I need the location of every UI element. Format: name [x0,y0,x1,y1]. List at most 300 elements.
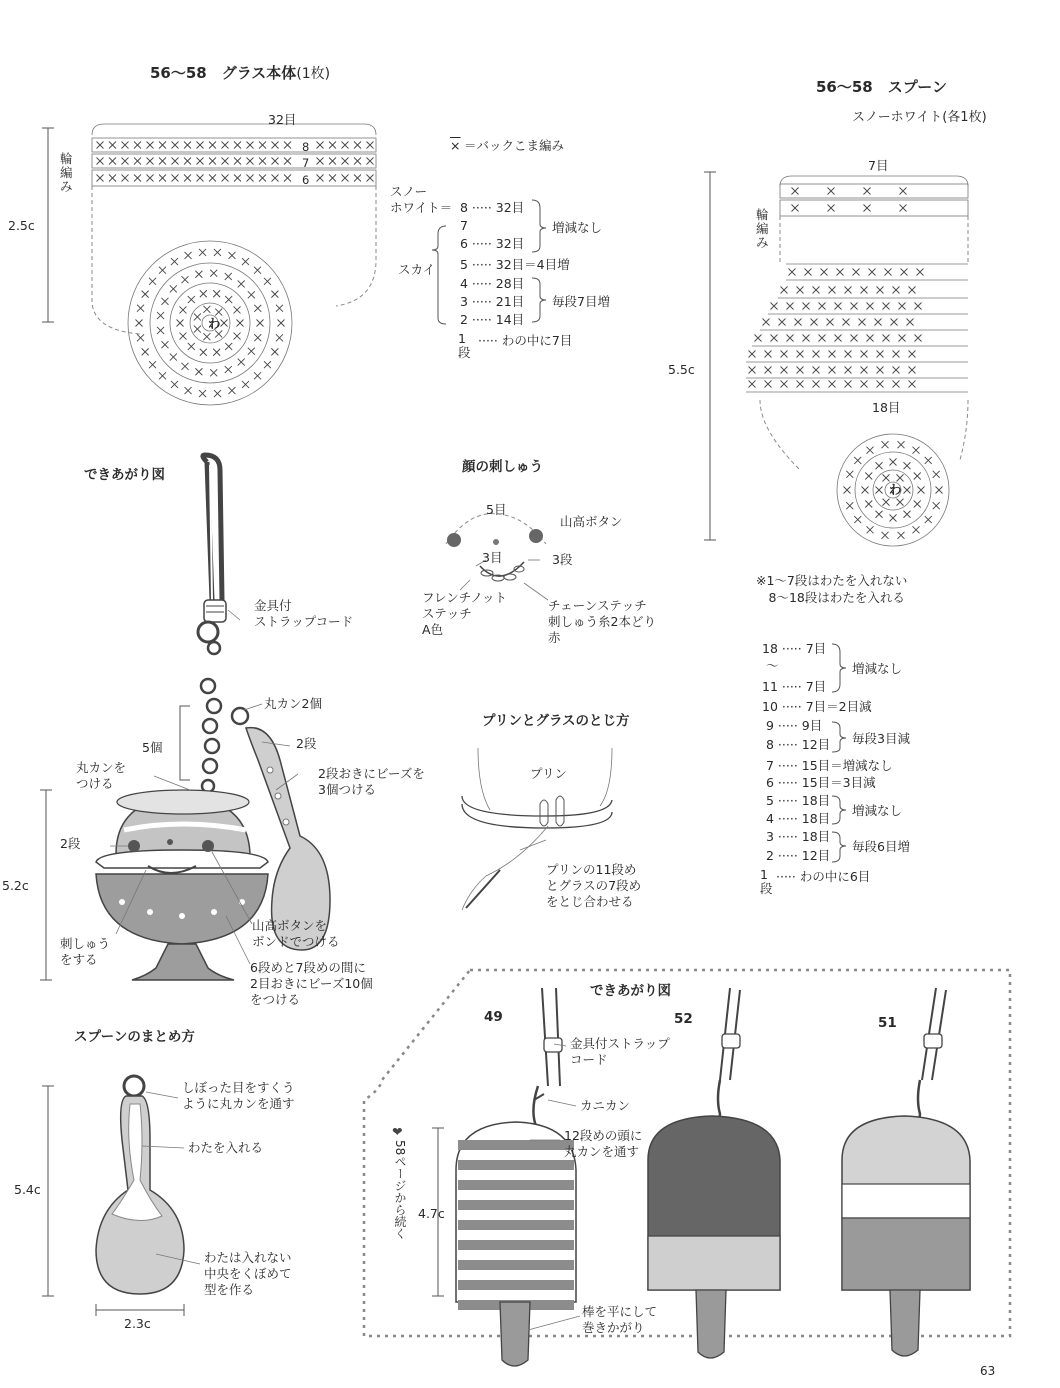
stitch-mark [214,249,221,256]
stitch-mark [271,348,278,355]
stitch-mark [234,333,241,340]
spoon-assembly-title: スプーンのまとめ方 [74,1029,195,1045]
spoon-table-row: 1 段 [760,867,773,896]
stitch-mark [188,296,195,303]
spoon-subtitle: スノーホワイト(各1枚) [852,110,987,125]
stitch-mark [329,175,336,182]
spoon-table-row: 6 ····· 15目＝3目減 [766,775,876,790]
stitch-mark [136,320,143,327]
stitch-mark [749,367,756,374]
stitch-mark [837,269,844,276]
stitch-mark [342,158,349,165]
beads-10-label: 6段めと7段めの間に 2目おきにビーズ10個 をつける [250,960,373,1007]
spoon-stuffing-note: ※1〜7段はわたを入れない 8〜18段はわたを入れる [756,573,908,605]
stitch-mark [803,335,810,342]
stitch-mark [846,471,853,478]
stitch-mark [137,334,144,341]
spoon-table-row: 18 ····· 7目 [762,641,827,656]
popsicle-illustrations [432,988,970,1366]
stitch-mark [853,269,860,276]
stitch-mark [883,335,890,342]
stitch-mark [317,175,324,182]
glass-row-label-7: 7 [302,156,310,170]
stitch-mark [907,319,914,326]
stitch-mark [159,158,166,165]
spoon-ring-label: しぼった目をすくう ように丸カンを通す [182,1080,295,1111]
stitch-mark [890,515,897,522]
stitch-mark [213,290,220,297]
finished-title: できあがり図 [84,467,165,483]
stitch-mark [792,188,799,195]
model-51-label: 51 [878,1015,897,1031]
stitch-mark [917,269,924,276]
stitch-mark [213,349,220,356]
stitch-mark [763,319,770,326]
embroider-label: 刺しゅう をする [60,936,111,967]
spoon-title: 56〜58 スプーン [816,78,947,96]
stitch-mark [851,303,858,310]
heart-icon: ❤ [392,1124,403,1139]
stitch-mark [749,381,756,388]
stitch-mark [195,368,202,375]
spoon-table-row: 9 ····· 9目 [766,718,823,733]
stitch-mark [248,348,255,355]
stitch-mark [254,334,261,341]
stitch-mark [845,381,852,388]
stitch-mark [797,367,804,374]
stitch-mark [891,319,898,326]
stitch-mark [787,335,794,342]
popsicle-title: できあがり図 [590,983,671,999]
stitch-mark [254,372,261,379]
glass-finished-height: 5.2c [2,878,29,893]
stitch-mark [342,175,349,182]
stitch-mark [242,258,249,265]
stitch-mark [354,175,361,182]
spoon-top-count: 7目 [868,158,889,173]
stitch-mark [771,303,778,310]
stitch-mark [199,390,206,397]
glass-table-row: 5 ····· 32目＝4目増 [460,257,570,272]
popsicle-strap-label: 金具付ストラップ コード [570,1036,670,1067]
face-embroidery-title: 顔の刺しゅう [462,459,543,475]
stitch-mark [147,158,154,165]
stitch-mark [883,499,890,506]
stitch-mark [914,501,921,508]
stitch-mark [109,158,116,165]
stripe [458,1140,574,1150]
stitch-mark [819,303,826,310]
stitch-mark [883,303,890,310]
row2-label: 2段 [296,736,317,751]
stitch-mark [909,287,916,294]
stitch-mark [867,526,874,533]
stitch-mark [854,516,861,523]
stitch-mark [225,343,232,350]
stitch-mark [781,287,788,294]
stitch-mark [264,361,271,368]
stitch-mark [342,142,349,149]
glass-height-label: 2.5c [8,218,35,233]
spoon-center-label: わ [889,482,902,497]
stitch-mark [234,142,241,149]
strap-cord-label: 金具付 ストラップコード [254,598,354,629]
stitch-mark [904,487,911,494]
stripe [458,1160,574,1170]
stitch-mark [828,205,835,212]
stitch-mark [805,269,812,276]
spoon-table-row: 11 ····· 7目 [762,679,827,694]
purin-label: プリン [530,766,568,781]
stitch-mark [109,175,116,182]
page-number: 63 [980,1364,996,1378]
stitch-mark [222,158,229,165]
glass-title: 56〜58 グラス本体(1枚) [150,64,331,82]
stitch-mark [901,269,908,276]
stitch-mark [844,487,851,494]
stitch-mark [149,361,156,368]
stitch-mark [835,335,842,342]
stitch-mark [835,303,842,310]
spoon-table-braces [832,644,846,862]
stitch-mark [228,387,235,394]
stitch-mark [904,511,911,518]
stitch-mark [821,269,828,276]
stitch-mark [914,473,921,480]
stitch-mark [147,142,154,149]
stitch-mark [885,269,892,276]
stitch-mark [195,271,202,278]
chain-stitch-label: チェーンステッチ 刺しゅう糸2本どり 赤 [548,598,656,645]
stitch-mark [367,142,374,149]
stitch-mark [272,175,279,182]
stitch-mark [813,287,820,294]
stitch-mark [765,367,772,374]
stitch-mark [811,319,818,326]
face-button-label: 山高ボタン [560,514,623,529]
stitch-mark [222,175,229,182]
stitch-mark [225,366,232,373]
stitch-mark [170,354,177,361]
stitch-mark [787,303,794,310]
stitch-mark [122,142,129,149]
button-glue-label: 山高ボタンを ボンドでつける [252,918,340,949]
stitch-mark [272,142,279,149]
stitch-mark [272,158,279,165]
stitch-mark [925,516,932,523]
stitch-mark [861,351,868,358]
stitch-mark [897,532,904,539]
stitch-mark [209,158,216,165]
stitch-mark [214,390,221,397]
spoon-table-row: 3 ····· 18目 [766,829,831,844]
spoon-rinami-label: 輪 編 み [756,207,769,250]
stitch-mark [883,474,890,481]
beads-3-label: 2段おきにビーズを 3個つける [318,766,425,797]
stitch-mark [97,175,104,182]
model-52-label: 52 [674,1011,693,1027]
stitch-mark [222,142,229,149]
stitch-mark [845,367,852,374]
stitch-mark [194,326,201,333]
row2-label-b: 2段 [60,836,81,851]
stitch-mark [899,303,906,310]
glass-row-label-8: 8 [302,140,310,154]
stitch-mark [210,270,217,277]
stitch-mark [185,252,192,259]
stitch-mark [862,487,869,494]
stitch-mark [861,367,868,374]
glass-color-sky: スカイ [398,262,436,277]
stitch-mark [159,267,166,274]
glass-brace-no-change: 増減なし [552,220,603,235]
stitch-mark [134,175,141,182]
back-sc-legend: × ＝バックこま編み [450,138,565,153]
stitch-mark [221,320,228,327]
stitch-mark [354,158,361,165]
stitch-mark [851,335,858,342]
stitch-mark [354,142,361,149]
stitch-mark [755,335,762,342]
spoon-mid-count: 18目 [872,400,901,415]
stitch-mark [278,320,285,327]
spoon-brace-decrease: 毎段3目減 [852,731,910,746]
stitch-mark [877,287,884,294]
stitch-mark [882,441,889,448]
glass-table-row: 7 [460,218,468,233]
stitch-mark [259,142,266,149]
stitch-mark [859,319,866,326]
face-3-rows: 3段 [552,552,573,567]
stitch-mark [829,381,836,388]
stitch-mark [765,381,772,388]
stitch-mark [803,303,810,310]
stitch-mark [172,175,179,182]
stitch-mark [915,335,922,342]
stitch-mark [184,175,191,182]
stitch-mark [897,441,904,448]
glass-color-snow-white: スノー ホワイト＝ [390,184,453,215]
spoon-chart [704,172,968,546]
glass-row-label-6: 6 [302,173,310,187]
stitch-mark [161,341,168,348]
stitch-mark [122,158,129,165]
stitch-mark [200,290,207,297]
stitch-mark [846,502,853,509]
stitch-mark [157,312,164,319]
stitch-mark [179,306,186,313]
stitch-mark [159,175,166,182]
spoon-table-row: 7 ····· 15目＝増減なし [766,758,893,773]
stripe [458,1180,574,1190]
stitch-mark [170,285,177,292]
stitch-mark [933,471,940,478]
stitch-mark [865,473,872,480]
attach-ring-label: 丸カンを つける [76,760,127,791]
stitch-mark [918,487,925,494]
stitch-mark [188,343,195,350]
stitch-mark [795,319,802,326]
stitch-mark [797,287,804,294]
stitch-mark [254,305,261,312]
stitch-mark [182,363,189,370]
glass-table-row: 8 ····· 32目 [460,200,525,215]
stitch-mark [184,158,191,165]
stitch-mark [203,306,210,313]
stitch-mark [197,175,204,182]
stitch-mark [797,351,804,358]
stitch-mark [234,306,241,313]
glass-table-row: 3 ····· 21目 [460,294,525,309]
stitch-mark [829,367,836,374]
stitch-mark [781,367,788,374]
stitch-mark [845,287,852,294]
stitch-mark [897,474,904,481]
lobster-clasp-label: カニカン [580,1098,631,1113]
stitch-mark [867,447,874,454]
stripe [458,1280,574,1290]
stitch-mark [276,305,283,312]
stitch-mark [134,142,141,149]
stitch-mark [177,320,184,327]
stripe [458,1220,574,1230]
join-description: プリンの11段め とグラスの7段め をとじ合わせる [546,862,642,909]
stitch-mark [200,349,207,356]
stitch-mark [843,319,850,326]
stitch-mark [329,158,336,165]
stitch-mark [284,158,291,165]
stitch-mark [893,381,900,388]
stitch-mark [171,258,178,265]
model-49-label: 49 [484,1009,503,1025]
stitch-mark [317,158,324,165]
stitch-mark [876,462,883,469]
spoon-assembly-illustration [42,1076,200,1316]
stitch-mark [893,351,900,358]
stitch-mark [142,291,149,298]
stitch-mark [179,333,186,340]
popsicle-ring-label: 12段めの頭に 丸カンを通す [564,1128,643,1159]
spoon-table-row: 10 ····· 7目＝2目減 [762,699,872,714]
stitch-mark [242,381,249,388]
stitch-mark [134,158,141,165]
stitch-mark [184,142,191,149]
stitch-mark [248,291,255,298]
stitch-mark [171,381,178,388]
spoon-assembly-height: 5.4c [14,1182,41,1197]
stitch-mark [854,457,861,464]
stitch-mark [828,188,835,195]
spoon-table-row: 〜 [766,658,779,673]
spoon-no-stuffing-label: わたは入れない 中央をくぼめて 型を作る [204,1250,292,1297]
stitch-mark [259,175,266,182]
stitch-mark [936,487,943,494]
stitch-mark [869,269,876,276]
glass-table-row: 6 ····· 32目 [460,236,525,251]
stitch-mark [900,188,907,195]
stitch-mark [813,367,820,374]
stitch-mark [861,287,868,294]
stitch-mark [915,303,922,310]
spoon-assembly-width: 2.3c [124,1316,151,1331]
face-3-stitches: 3目 [482,550,503,565]
stitch-mark [882,532,889,539]
stitch-mark [864,188,871,195]
stitch-mark [925,457,932,464]
stitch-mark [172,158,179,165]
stitch-mark [197,142,204,149]
stitch-mark [909,381,916,388]
stitch-mark [367,175,374,182]
stitch-mark [813,381,820,388]
stitch-mark [194,313,201,320]
stitch-mark [182,276,189,283]
spoon-table-row: 8 ····· 12目 [766,737,831,752]
stitch-mark [228,252,235,259]
x-mark-icon: × [450,138,461,153]
stitch-mark [899,335,906,342]
glass-center-label: わ [208,316,221,331]
stitch-mark [209,142,216,149]
stitch-mark [827,319,834,326]
stitch-mark [771,335,778,342]
stitch-mark [779,319,786,326]
spoon-height-label: 5.5c [668,362,695,377]
stitch-mark [210,369,217,376]
stitch-mark [890,459,897,466]
stitch-mark [259,158,266,165]
stitch-mark [247,158,254,165]
stitch-mark [813,351,820,358]
stitch-mark [893,367,900,374]
stitch-mark [234,158,241,165]
stitch-mark [765,351,772,358]
stitch-mark [792,205,799,212]
five-pieces-label: 5個 [142,740,163,755]
stitch-mark [797,381,804,388]
glass-table-row-count: ····· わの中に7目 [478,333,573,348]
glass-table-row: 4 ····· 28目 [460,276,525,291]
stitch-mark [247,175,254,182]
stitch-mark [893,287,900,294]
continued-from-58: 58ページから続く [393,1140,407,1240]
stitch-mark [877,367,884,374]
stitch-mark [215,330,222,337]
stitch-mark [865,501,872,508]
stitch-mark [909,367,916,374]
stitch-mark [149,278,156,285]
stitch-mark [845,351,852,358]
stitch-mark [254,267,261,274]
stitch-mark [122,175,129,182]
stitch-mark [172,142,179,149]
french-knot-label: フレンチノット ステッチ A色 [422,590,507,637]
stitch-mark [284,142,291,149]
stitch-mark [861,381,868,388]
glass-rinami-label: 輪 編 み [60,151,73,194]
stitch-mark [317,142,324,149]
stitch-mark [829,351,836,358]
stitch-mark [877,351,884,358]
stitch-mark [276,334,283,341]
stitch-mark [829,287,836,294]
stitch-mark [329,142,336,149]
stitch-mark [197,158,204,165]
stitch-mark [284,175,291,182]
glass-brace-increase: 毎段7目増 [552,294,610,309]
stitch-mark [137,305,144,312]
stitch-mark [913,447,920,454]
